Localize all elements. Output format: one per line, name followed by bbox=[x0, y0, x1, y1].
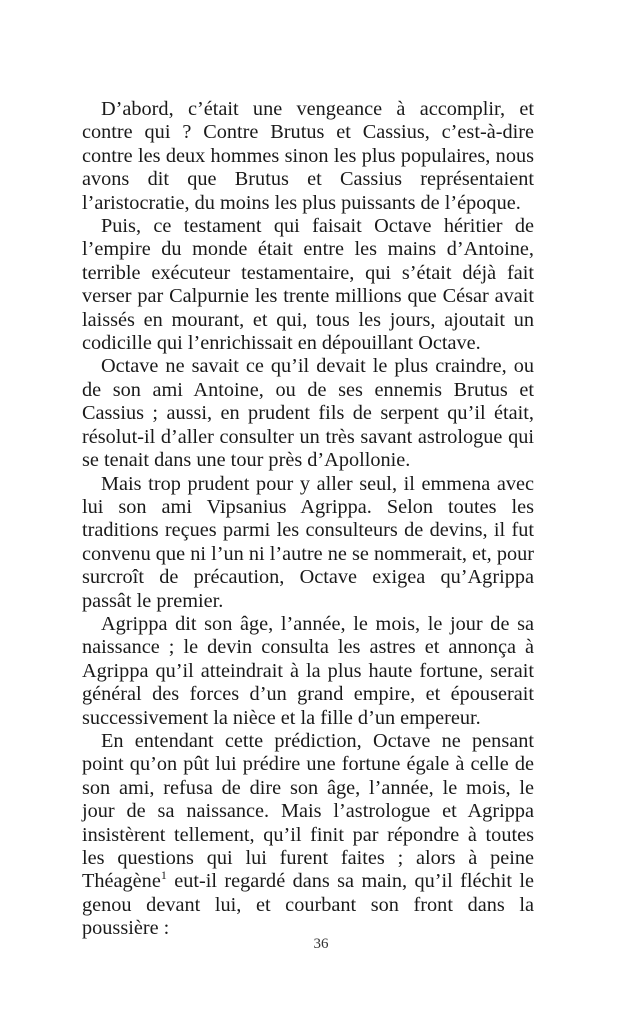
paragraph: D’abord, c’était une vengeance à accomplir, et contre qui ? Contre Brutus et Cassius, c’est-à-dire contre les deux hommes sinon les plus populaires, nous avons dit que Brutus et Cassius représentaient l’aristocratie, du moins les plus puissants de l’époque. bbox=[82, 98, 534, 214]
paragraph-text: En entendant cette prédiction, Octave ne pensant point qu’on pût lui prédire une fortune égale à celle de son ami, refusa de dire son âge, l’année, le mois, le jour de sa naissance. Mais l’astrologue et Agrippa insistèrent tellement, qu’il finit par répondre à toutes les questions qui lui furent faites ; alors à peine Théagène bbox=[82, 729, 534, 893]
paragraph: Puis, ce testament qui faisait Octave héritier de l’empire du monde était entre les mains d’Antoine, terrible exécuteur testamentaire, qui s’était déjà fait verser par Calpurnie les trente millions que César avait laissés en mourant, et qui, tous les jours, ajoutait un codicille qui l’enrichissait en dépouillant Octave. bbox=[82, 215, 534, 355]
paragraph-text: eut-il regardé dans sa main, qu’il fléchit le genou devant lui, et courbant son front dans la poussière : bbox=[82, 870, 534, 940]
paragraph: Octave ne savait ce qu’il devait le plus craindre, ou de son ami Antoine, ou de ses ennemis Brutus et Cassius ; aussi, en prudent fils de serpent qu’il était, résolut-il d’aller consulter un très savant astrologue qui se tenait dans une tour près d’Apollonie. bbox=[82, 355, 534, 472]
paragraph-last bbox=[82, 730, 534, 941]
page-body bbox=[82, 98, 534, 941]
page-number: 36 bbox=[313, 936, 329, 952]
paragraph: Mais trop prudent pour y aller seul, il emmena avec lui son ami Vipsanius Agrippa. Selon toutes les traditions reçues parmi les consulteurs de devins, il fut convenu que ni l’un ni l’autre ne se nommerait, et, pour surcroît de précaution, Octave exigea qu’Agrippa passât le premier. bbox=[82, 472, 534, 612]
footnote-reference[interactable]: 1 bbox=[160, 868, 167, 883]
paragraph: Agrippa dit son âge, l’année, le mois, le jour de sa naissance ; le devin consulta les astres et annonça à Agrippa qu’il atteindrait à la plus haute fortune, serait général des forces d’un grand empire, et épouserait successivement la nièce et la fille d’un empereur. bbox=[82, 612, 534, 729]
